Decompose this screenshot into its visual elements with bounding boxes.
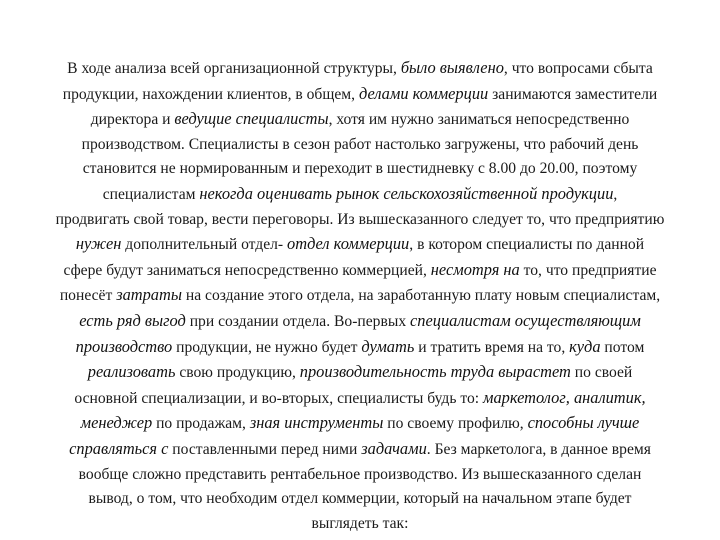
emphasized-text: несмотря на [430,259,520,279]
text-segment: занимаются заместители [488,85,658,103]
emphasized-text: справляться с [69,438,169,458]
emphasized-text: маркетолог, аналитик, [483,387,646,407]
text-line [4,107,716,133]
emphasized-text: нужен [75,234,122,254]
text-segment: по своей [570,364,633,382]
emphasized-text: было выявлено [400,58,504,77]
text-segment: по продажам, [152,415,250,433]
emphasized-text: затраты [116,285,182,305]
text-segment: , [613,185,618,203]
emphasized-text: задачами [361,438,427,458]
text-segment: по своему профилю, [383,415,528,433]
text-segment: становится не нормированным и переходит в шестидневку с 8.00 до 20.00, поэтому [82,160,638,178]
emphasized-text: специалистам осуществляющим [410,310,641,330]
text-segment: то, что предприятие [519,261,657,279]
text-segment: продукции, нахождении клиентов, в общем, [62,85,359,103]
text-line [4,309,716,335]
text-segment: дополнительный отдел- [121,236,288,254]
emphasized-text: способны лучше [527,413,640,433]
text-segment: продвигать свой товар, вести переговоры. Из вышесказанного следует то, что предприятию [55,210,665,228]
text-segment: сфере будут заниматься непосредственно коммерцией, [63,261,431,279]
text-segment: производством. Специалисты в сезон работ настолько загружены, что рабочий день [81,135,639,153]
emphasized-text: куда [569,336,601,356]
text-segment: , что вопросами сбыта [503,60,653,77]
emphasized-text: делами коммерции [358,83,489,103]
text-line [4,208,716,233]
text-line [4,157,716,182]
text-segment: . Без маркетолога, в данное время [426,440,651,458]
text-line [4,133,716,158]
emphasized-text: ведущие специалисты [174,109,329,129]
text-segment: выглядеть так: [311,514,409,532]
emphasized-text: производительность труда вырастет [299,362,571,382]
text-segment: понесёт [59,287,117,305]
text-segment: свою продукцию, [175,364,300,382]
text-segment: на создание этого отдела, на заработанную плату новым специалистам, [181,287,661,305]
emphasized-text: реализовать [87,362,176,382]
text-line [4,182,716,208]
text-segment: поставленными перед ними [168,440,362,458]
emphasized-text: есть ряд выгод [79,310,186,330]
text-segment: продукции, не нужно будет [172,338,362,356]
text-segment: , в котором специалисты по данной [409,236,645,254]
text-segment: потом [600,338,645,356]
text-line [4,386,716,412]
emphasized-text: зная инструменты [249,413,384,433]
text-line [4,56,716,82]
text-segment: В ходе анализа всей организационной структуры, [67,60,401,77]
text-segment: основной специализации, и во-вторых, специалисты будь то: [74,389,484,407]
text-segment: , хотя им нужно заниматься непосредственно [328,111,630,129]
text-segment: директора и [90,111,175,129]
emphasized-text: думать [361,336,415,356]
text-line [4,360,716,386]
text-line [4,411,716,437]
text-segment: при создании отдела. Во-первых [185,312,411,330]
text-line [4,232,716,258]
text-line [4,335,716,361]
text-line [4,512,716,537]
text-segment: и тратить время на то, [414,338,570,356]
text-segment: вывод, о том, что необходим отдел коммерции, который на начальном этапе будет [88,490,632,508]
text-line [4,82,716,108]
text-segment: специалистам [102,185,200,203]
emphasized-text: отдел коммерции [287,234,410,254]
text-line [4,283,716,309]
text-line [4,463,716,488]
text-line [4,258,716,284]
emphasized-text: производство [75,336,173,356]
text-line [4,437,716,463]
text-line [4,487,716,512]
body-paragraph [4,56,716,536]
emphasized-text: некогда оценивать рынок сельскохозяйственной продукции [199,183,614,203]
emphasized-text: менеджер [80,413,153,433]
text-segment: вообще сложно представить рентабельное производство. Из вышесказанного сделан [78,465,642,483]
